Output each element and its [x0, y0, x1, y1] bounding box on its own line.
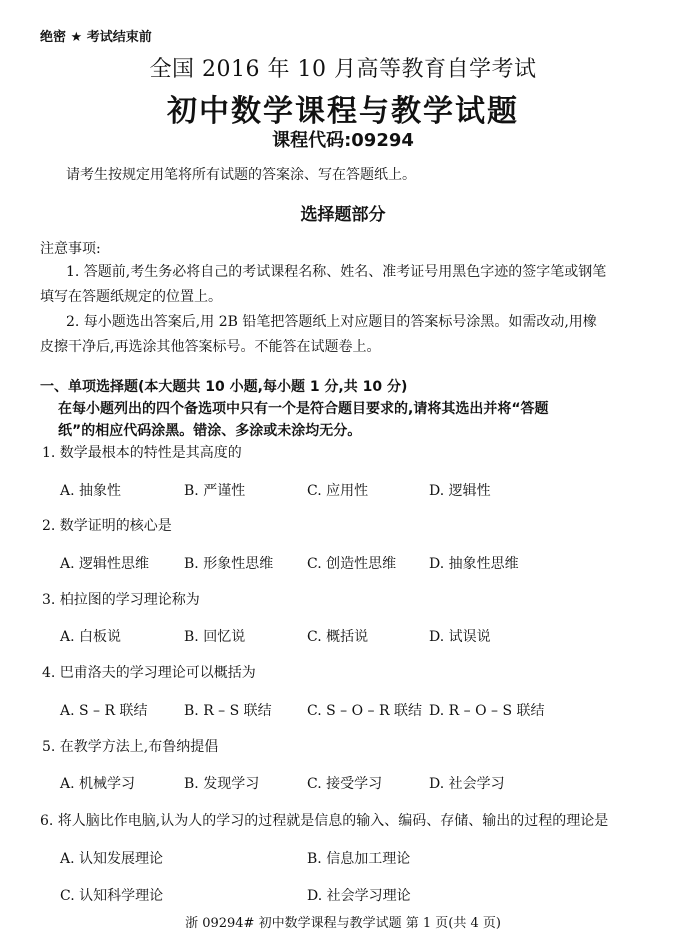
question-4-option-a: A. S – R 联结 [60, 703, 148, 719]
question-2-option-b: B. 形象性思维 [184, 556, 274, 572]
question-3-option-d: D. 试误说 [429, 629, 491, 645]
question-5-option-d: D. 社会学习 [429, 776, 505, 792]
note-item-2-line1: 2. 每小题选出答案后,用 2B 铅笔把答题纸上对应题目的答案标号涂黑。如需改动,用橡 [66, 314, 597, 330]
note-item-1-line2: 填写在答题纸规定的位置上。 [40, 289, 222, 305]
question-5-option-a: A. 机械学习 [60, 776, 136, 792]
question-3-stem: 3. 柏拉图的学习理论称为 [42, 592, 200, 608]
question-5-option-b: B. 发现学习 [184, 776, 260, 792]
question-6-option-a: A. 认知发展理论 [60, 851, 164, 867]
section-title: 选择题部分 [300, 205, 386, 225]
exam-title: 全国 2016 年 10 月高等教育自学考试 [149, 57, 537, 82]
question-2-option-d: D. 抽象性思维 [429, 556, 519, 572]
question-6-option-d: D. 社会学习理论 [307, 888, 411, 904]
question-4-stem: 4. 巴甫洛夫的学习理论可以概括为 [42, 665, 256, 681]
question-2-option-c: C. 创造性思维 [307, 556, 397, 572]
part-one-heading: 一、单项选择题(本大题共 10 小题,每小题 1 分,共 10 分) [40, 379, 408, 395]
course-code: 课程代码:09294 [272, 130, 414, 151]
part-one-instruction-line1: 在每小题列出的四个备选项中只有一个是符合题目要求的,请将其选出并将“答题 [58, 401, 549, 417]
question-1-option-c: C. 应用性 [307, 483, 369, 499]
note-item-1-line1: 1. 答题前,考生务必将自己的考试课程名称、姓名、准考证号用黑色字迹的签字笔或钢笔 [66, 264, 607, 280]
question-6-stem: 6. 将人脑比作电脑,认为人的学习的过程就是信息的输入、编码、存储、输出的过程的理论是 [40, 813, 609, 829]
question-4-option-c: C. S – O – R 联结 [307, 703, 422, 719]
question-1-option-d: D. 逻辑性 [429, 483, 491, 499]
question-1-option-b: B. 严谨性 [184, 483, 246, 499]
question-4-option-d: D. R – O – S 联结 [429, 703, 545, 719]
notes-heading: 注意事项: [40, 241, 101, 257]
general-instruction: 请考生按规定用笔将所有试题的答案涂、写在答题纸上。 [66, 167, 416, 183]
question-2-option-a: A. 逻辑性思维 [60, 556, 150, 572]
question-5-stem: 5. 在教学方法上,布鲁纳提倡 [42, 739, 219, 755]
note-item-2-line2: 皮擦干净后,再选涂其他答案标号。不能答在试题卷上。 [40, 339, 381, 355]
question-4-option-b: B. R – S 联结 [184, 703, 272, 719]
question-2-stem: 2. 数学证明的核心是 [42, 518, 172, 534]
question-6-option-c: C. 认知科学理论 [60, 888, 164, 904]
question-3-option-b: B. 回忆说 [184, 629, 246, 645]
confidential-mark: 绝密 ★ 考试结束前 [40, 30, 152, 45]
note-item-1 [40, 260, 640, 310]
question-6-option-b: B. 信息加工理论 [307, 851, 411, 867]
part-one-instruction-line2: 纸”的相应代码涂黑。错涂、多涂或未涂均无分。 [58, 423, 362, 439]
question-3-option-c: C. 概括说 [307, 629, 369, 645]
part-one-instruction [58, 398, 628, 442]
question-1-option-a: A. 抽象性 [60, 483, 122, 499]
question-3-option-a: A. 白板说 [60, 629, 122, 645]
subject-title: 初中数学课程与教学试题 [167, 94, 519, 129]
note-item-2 [40, 310, 640, 360]
page-footer: 浙 09294# 初中数学课程与教学试题 第 1 页(共 4 页) [185, 916, 501, 931]
question-1-stem: 1. 数学最根本的特性是其高度的 [42, 445, 242, 461]
question-5-option-c: C. 接受学习 [307, 776, 383, 792]
